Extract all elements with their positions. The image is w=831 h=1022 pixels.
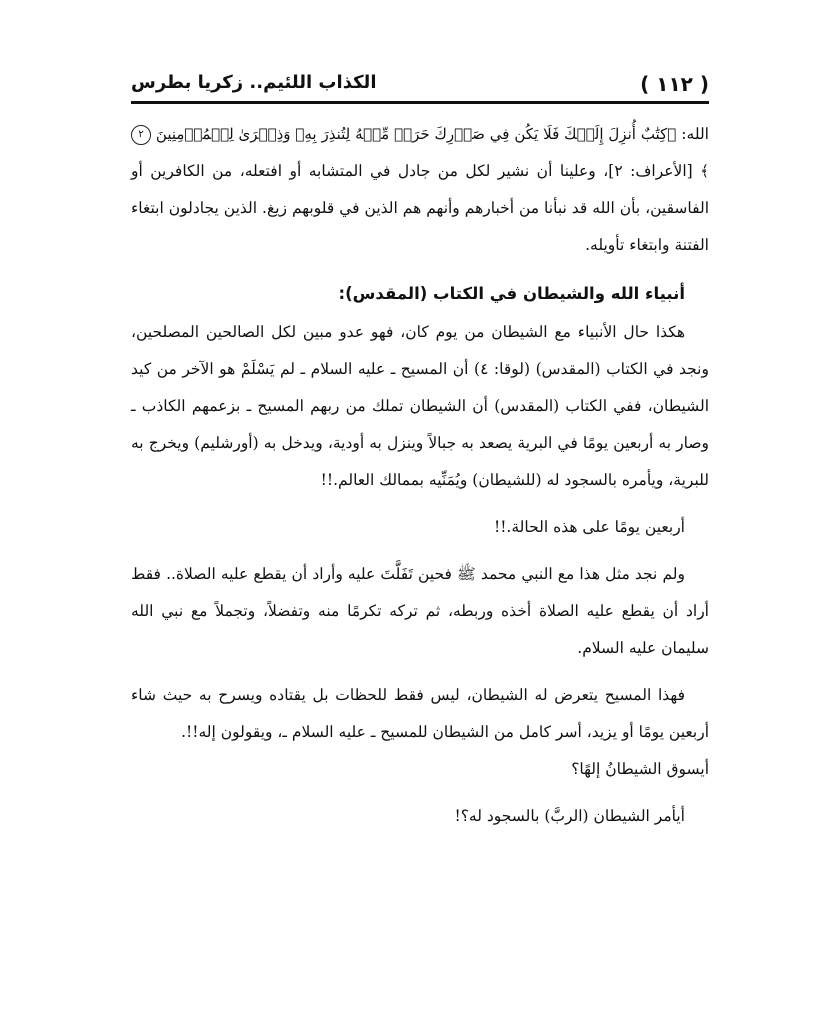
quran-close-bracket: ﴾ <box>700 162 709 180</box>
quran-reference: [الأعراف: ٢] <box>608 162 693 180</box>
paragraph-captivity: فهذا المسيح يتعرض له الشيطان، ليس فقط للحظات بل يقتاده ويسرح به حيث شاء أربعين يومًا أو يزيد، أسر كامل من الشيطان للمسيح ـ عليه السلام ـ، ويقولون إله!!. <box>131 686 709 741</box>
paragraph-prophet-muhammad: ولم نجد مثل هذا مع النبي محمد ﷺ فحين تَفَلَّتَ عليه وأراد أن يقطع عليه الصلاة.. فقط أراد أن يقطع عليه الصلاة أخذه وربطه، ثم تركه تكرمًا منه وتفضلاً، وتجملاً مع نبي الله سليمان عليه السلام. <box>131 565 709 657</box>
ayah-number-marker: ٢ <box>131 125 151 145</box>
paragraph-text: ، وعلينا أن نشير لكل من جادل في المتشابه أو افتعله، من الكافرين أو الفاسقين، بأن الله قد نبأنا من أخبارهم وأنهم هم الذين في قلوبهم زيغ. الذين يجادلون ابتغاء الفتنة وابتغاء تأويله. <box>131 162 709 254</box>
page-body <box>131 116 709 835</box>
running-title: الكذاب اللئيم.. زكريا بطرس <box>131 72 377 93</box>
paragraph-satan-and-messiah: هكذا حال الأنبياء مع الشيطان من يوم كان، فهو عدو مبين لكل الصالحين المصلحين، ونجد في الكتاب (المقدس) (لوقا: ٤) أن المسيح ـ عليه السلام ـ لم يَسْلَمْ هو الآخر من كيد الشيطان، ففي الكتاب (المقدس) أن الشيطان تملك من ربهم المسيح ـ بزعمهم الكاذب ـ وصار به أربعين يومًا في البرية يصعد به جبالاً وينزل به أودية، ويدخل به (أورشليم) ويخرج به للبرية، ويأمره بالسجود له (للشيطان) ويُمَنِّيه بممالك العالم.!! <box>131 323 709 489</box>
paragraph-question-two: أيأمر الشيطان (الربَّ) بالسجود له؟! <box>454 807 685 825</box>
page-header <box>131 70 709 100</box>
quran-intro: الله: <box>681 125 709 143</box>
paragraph-question-one: أيسوق الشيطانُ إلهًا؟ <box>571 760 709 778</box>
paragraph-quran-citation <box>131 116 709 264</box>
quran-open-bracket: ﴿ <box>667 125 677 143</box>
quran-verse-text: كِتَٰبٌ أُنزِلَ إِلَيۡكَ فَلَا يَكُن فِي صَدۡرِكَ حَرَجٞ مِّنۡهُ لِتُنذِرَ بِهِۦ وَذِكۡرَىٰ لِلۡمُؤۡمِنِينَ <box>155 125 668 143</box>
paragraph-forty-days: أربعين يومًا على هذه الحالة.!! <box>493 518 685 536</box>
header-divider <box>131 101 709 104</box>
page-number: ( ١١٢ ) <box>640 72 709 96</box>
section-heading: أنبياء الله والشيطان في الكتاب (المقدس): <box>338 284 685 303</box>
